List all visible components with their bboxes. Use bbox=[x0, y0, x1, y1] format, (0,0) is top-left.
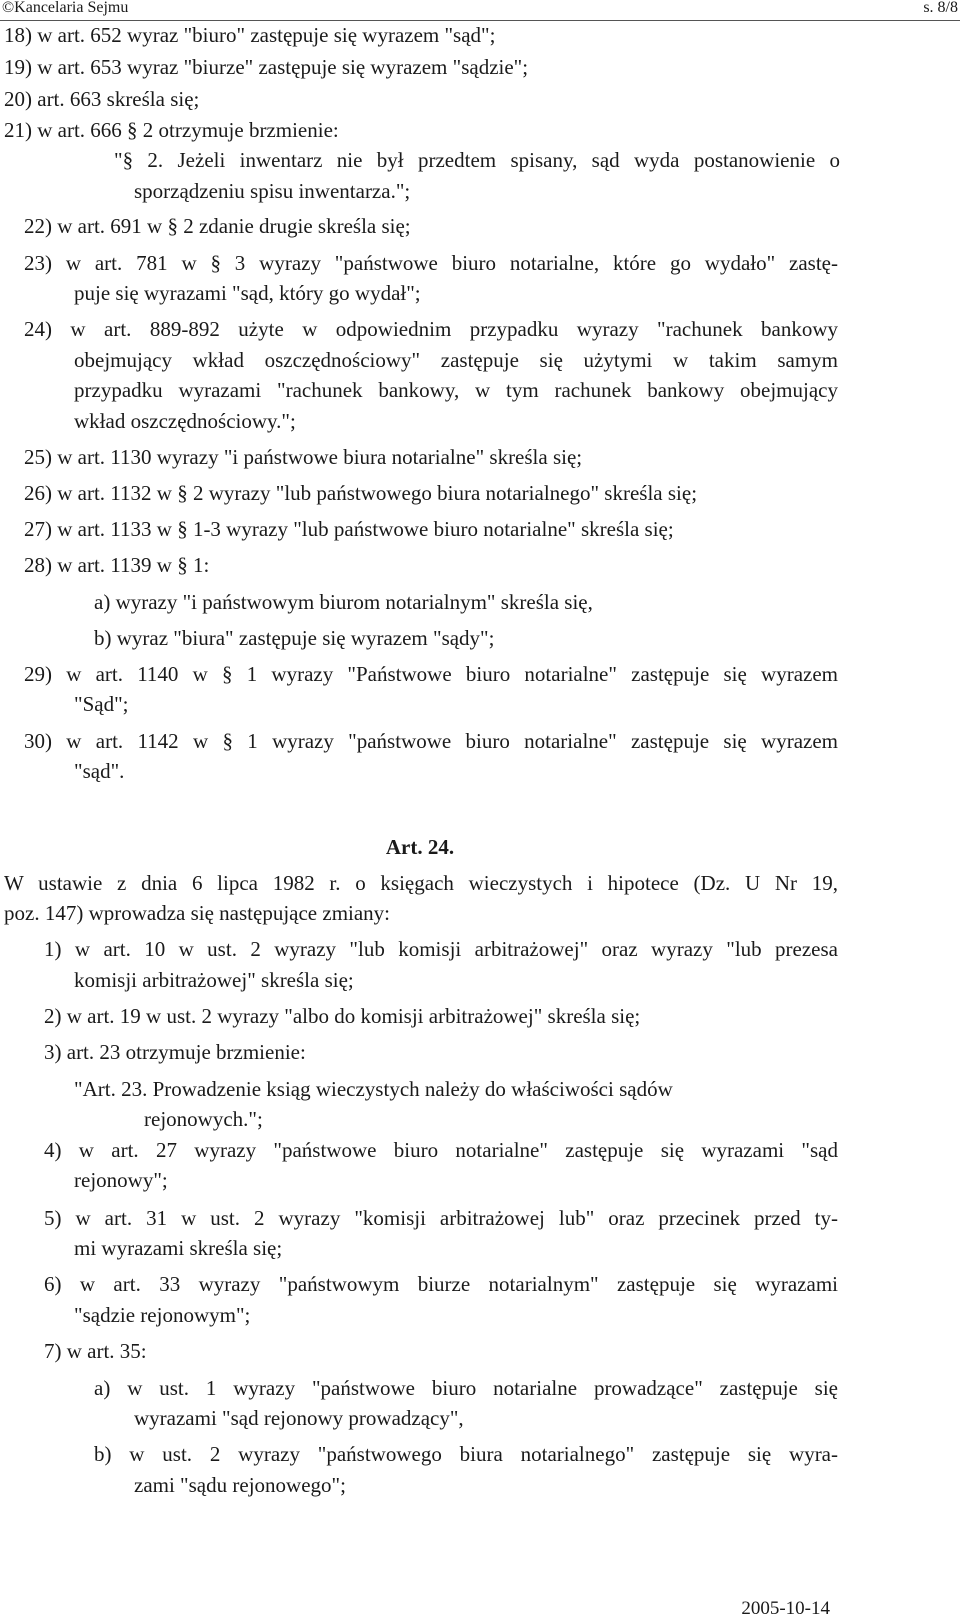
text-line: 26) w art. 1132 w § 2 wyrazy "lub państwowego biura notarialnego" skreśla się; bbox=[24, 481, 698, 505]
text-line: puje się wyrazami "sąd, który go wydał"; bbox=[74, 281, 421, 305]
text-line: poz. 147) wprowadza się następujące zmiany: bbox=[4, 901, 391, 925]
text-line: 5) w art. 31 w ust. 2 wyrazy "komisji arbitrażowej lub" oraz przecinek przed ty- bbox=[44, 1206, 838, 1230]
text-line: 4) w art. 27 wyrazy "państwowe biuro notarialne" zastępuje się wyrazami "sąd bbox=[44, 1138, 838, 1162]
text-line: a) wyrazy "i państwowym biurom notarialnym" skreśla się, bbox=[94, 590, 593, 614]
text-line: 2) w art. 19 w ust. 2 wyrazy "albo do komisji arbitrażowej" skreśla się; bbox=[44, 1004, 641, 1028]
text-line: 29) w art. 1140 w § 1 wyrazy "Państwowe biuro notarialne" zastępuje się wyrazem bbox=[24, 662, 838, 686]
text-line: 1) w art. 10 w ust. 2 wyrazy "lub komisji arbitrażowej" oraz wyrazy "lub prezesa bbox=[44, 937, 838, 961]
text-line: mi wyrazami skreśla się; bbox=[74, 1236, 283, 1260]
text-line: W ustawie z dnia 6 lipca 1982 r. o księgach wieczystych i hipotece (Dz. U Nr 19, bbox=[4, 871, 838, 895]
text-line: 18) w art. 652 wyraz "biuro" zastępuje się wyrazem "sąd"; bbox=[4, 23, 496, 47]
text-line: rejonowy"; bbox=[74, 1168, 168, 1192]
article-heading: Art. 24. bbox=[385, 835, 455, 859]
text-line: wyrazami "sąd rejonowy prowadzący", bbox=[134, 1406, 464, 1430]
text-line: 19) w art. 653 wyraz "biurze" zastępuje się wyrazem "sądzie"; bbox=[4, 55, 529, 79]
text-line: 25) w art. 1130 wyrazy "i państwowe biura notarialne" skreśla się; bbox=[24, 445, 583, 469]
text-line: 23) w art. 781 w § 3 wyrazy "państwowe biuro notarialne, które go wydało" zastę- bbox=[24, 251, 838, 275]
text-line: "sądzie rejonowym"; bbox=[74, 1303, 251, 1327]
text-line: przypadku wyrazami "rachunek bankowy, w tym rachunek bankowy obejmujący bbox=[74, 378, 838, 402]
text-line: "§ 2. Jeżeli inwentarz nie był przedtem spisany, sąd wyda postanowienie o bbox=[114, 148, 840, 172]
text-line: obejmujący wkład oszczędnościowy" zastępuje się użytymi w takim samym bbox=[74, 348, 838, 372]
text-line: sporządzeniu spisu inwentarza."; bbox=[134, 179, 411, 203]
text-line: 24) w art. 889-892 użyte w odpowiednim przypadku wyrazy "rachunek bankowy bbox=[24, 317, 838, 341]
text-line: 6) w art. 33 wyrazy "państwowym biurze notarialnym" zastępuje się wyrazami bbox=[44, 1272, 838, 1296]
footer-date: 2005-10-14 bbox=[741, 1598, 830, 1619]
text-line: 28) w art. 1139 w § 1: bbox=[24, 553, 210, 577]
text-line: 22) w art. 691 w § 2 zdanie drugie skreśla się; bbox=[24, 214, 411, 238]
text-line: a) w ust. 1 wyrazy "państwowe biuro notarialne prowadzące" zastępuje się bbox=[94, 1376, 838, 1400]
text-line: wkład oszczędnościowy."; bbox=[74, 409, 296, 433]
header-page-number: s. 8/8 bbox=[923, 0, 958, 16]
text-line: komisji arbitrażowej" skreśla się; bbox=[74, 968, 354, 992]
text-line: 20) art. 663 skreśla się; bbox=[4, 87, 200, 111]
text-line: "sąd". bbox=[74, 759, 125, 783]
text-line: 30) w art. 1142 w § 1 wyrazy "państwowe biuro notarialne" zastępuje się wyrazem bbox=[24, 729, 838, 753]
page-header bbox=[0, 0, 960, 21]
text-line: zami "sądu rejonowego"; bbox=[134, 1473, 346, 1497]
text-line: b) w ust. 2 wyrazy "państwowego biura notarialnego" zastępuje się wyra- bbox=[94, 1442, 838, 1466]
text-line: 21) w art. 666 § 2 otrzymuje brzmienie: bbox=[4, 118, 339, 142]
text-line: "Art. 23. Prowadzenie ksiąg wieczystych należy do właściwości sądów bbox=[74, 1077, 673, 1101]
header-publisher: ©Kancelaria Sejmu bbox=[2, 0, 129, 16]
text-line: rejonowych."; bbox=[144, 1107, 263, 1131]
text-line: 7) w art. 35: bbox=[44, 1339, 147, 1363]
text-line: b) wyraz "biura" zastępuje się wyrazem "sądy"; bbox=[94, 626, 495, 650]
text-line: 27) w art. 1133 w § 1-3 wyrazy "lub państwowe biuro notarialne" skreśla się; bbox=[24, 517, 674, 541]
text-line: 3) art. 23 otrzymuje brzmienie: bbox=[44, 1040, 306, 1064]
text-line: "Sąd"; bbox=[74, 692, 129, 716]
